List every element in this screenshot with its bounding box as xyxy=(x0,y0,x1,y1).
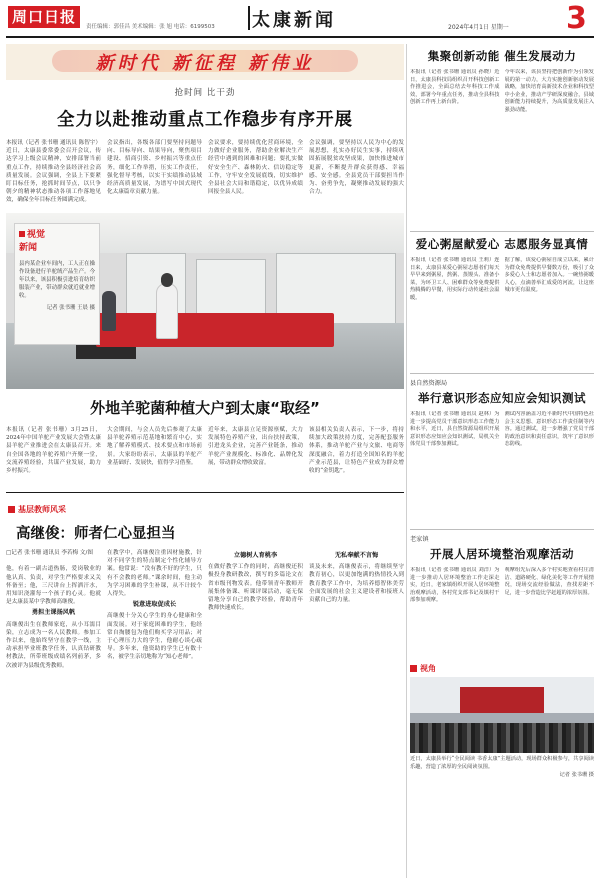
photo-section-tag xyxy=(410,663,594,674)
banner-text: 新时代 新征程 新伟业 xyxy=(95,53,315,74)
feature-paragraph: 谈及未来，高继俊表示，将继续坚守教育初心，以更加饱满的热情投入到教育教学工作中，为培养德智体美劳全面发展的社会主义建设者和接班人贡献自己的力量。 xyxy=(309,564,404,604)
theme-banner xyxy=(6,44,404,80)
feature-paragraph: 在做好教学工作的同时，高继俊还积极投身教研教改，撰写的多篇论文在省市级刊物发表。他带领青年教师开展集体备课、听课评课活动，毫无保留地分享自己的教学经验，帮助青年教师快速成长。 xyxy=(208,564,303,612)
lead-column: 本报讯（记者 张书珊 通讯员 陈智宇）近日，太康县委常委会召开会议，传达学习上级会议精神，安排部署当前重点工作，持续推动全县经济社会高质量发展。会议强调，全县上下要紧盯目标任务，抢抓时间节点，以只争朝夕的精神状态推动各项工作落地见效，确保全年目标任务圆满完成。 xyxy=(6,140,101,204)
story-kicker: 老家镇 xyxy=(410,536,429,543)
photo-caption-card xyxy=(14,223,100,345)
left-column xyxy=(6,42,404,880)
lead-column: 会议要求，要持续优化营商环境，全力做好企业服务，帮助企业解决生产经营中遇到的困难和问题；要扎实做好安全生产、森林防火、信访稳定等工作，守牢安全发展底线，切实维护全县社会大局和谐稳定，以优异成绩回报全县人民。 xyxy=(208,140,303,196)
section-bar xyxy=(248,6,250,30)
lead-kicker: 抢时间 比干劲 xyxy=(174,88,236,98)
feature-column xyxy=(6,549,101,773)
feature-body xyxy=(6,549,404,773)
feature-subhead: 锐意进取促成长 xyxy=(132,601,177,609)
column-divider xyxy=(406,44,407,878)
story-divider xyxy=(410,529,594,530)
feature-subhead: 勇担主课扬风帆 xyxy=(31,609,76,617)
right-column xyxy=(410,42,594,880)
lead-column: 会议指出，各级各部门要坚持问题导向、目标导向、结果导向，聚焦项目建设、招商引资、乡村振兴等重点任务，细化工作举措，压实工作责任，强化督导考核，以实干实绩推动县域经济高质量发展，为谱写中国式现代化太康篇章贡献力量。 xyxy=(107,140,202,196)
masthead-meta: 责任编辑：郭佳昌 美术编辑：张 旭 电话：6199503 xyxy=(86,24,215,30)
story-divider xyxy=(410,231,594,232)
photo-stage xyxy=(460,687,544,715)
story-headline[interactable]: 集聚创新动能 催生发展动力 xyxy=(427,49,577,63)
second-column: 近年来，太康县立足资源禀赋，大力发展特色养殖产业，出台扶持政策，引进龙头企业，完善产业链条，推动羊驼产业规模化、标准化、品牌化发展，带动群众增收致富。 xyxy=(208,427,303,466)
feature-paragraph: 高继俊出生在教师家庭，从小耳濡目染，立志成为一名人民教师。参加工作以来，他始终坚守在教学一线，主动承担毕业班教学任务，认真钻研教材教法，所带班级成绩名列前茅，多次被评为县级优秀教师。 xyxy=(6,621,101,669)
feature-column xyxy=(107,549,202,773)
photo-worker xyxy=(156,283,178,339)
photo-caption: 近日，太康县举行“全民阅读 书香太康”主题活动，现场群众积极参与，共享阅读乐趣，营造了浓厚的全民阅读氛围。 xyxy=(410,756,594,770)
factory-photo[interactable] xyxy=(6,213,404,389)
second-column: 该县相关负责人表示，下一步，将持续加大政策扶持力度，完善配套服务体系，推动羊驼产业与文旅、电商等深度融合，着力打造全国知名的羊驼产业示范县，让特色产业成为群众增收的“金钥匙”。 xyxy=(309,427,404,475)
feature-tag xyxy=(6,503,68,516)
story-body xyxy=(410,257,594,367)
feature-subhead: 无私奉献不言悔 xyxy=(334,552,379,559)
feature-article xyxy=(6,497,404,773)
second-headline[interactable]: 外地羊驼菌种植大户到太康“取经” xyxy=(90,399,320,417)
story-column: 本报讯（记者 张书珊 通讯员 刘洋）为进一步推动人居环境整治工作走深走实，近日，老家镇组织开展人居环境整治观摩活动，各村党支部书记及镇村干部参加观摩。 xyxy=(410,567,500,604)
story-column: 今年以来，该县坚持把创新作为引领发展的第一动力，大力实施创新驱动发展战略，加快培育高新技术企业和科技型中小企业，推动产学研深度融合，县域创新能力持续提升，为高质量发展注入强劲动能。 xyxy=(504,69,594,113)
photo-label xyxy=(19,230,95,241)
feature-subhead: 立德树人育桃李 xyxy=(233,552,278,559)
second-column: 本报讯（记者 张书珊）3月25日，2024年中国羊驼产业发展大会暨太康县羊驼产业推进会在太康县召开。来自全国各地的羊驼养殖户齐聚一堂，交流养殖经验，共谋产业发展，助力乡村振兴。 xyxy=(6,427,101,475)
event-photo[interactable] xyxy=(410,677,594,753)
lead-article-body xyxy=(6,139,404,205)
story-column: 本报讯（记者 张书珊 通讯员 赵林）为进一步提高党员干部意识形态工作能力和水平，近日，县自然资源局组织开展意识形态应知应会知识测试，局机关全体党员干部参加测试。 xyxy=(410,411,500,448)
photo-caption: 县内某企业车间内，工人正在操作设备进行羊驼绒产品生产。今年以来，该县积极引进培育纺织服装产业，带动群众就近就业增收。 xyxy=(19,261,95,299)
story-divider xyxy=(410,373,594,374)
lead-headline[interactable]: 全力以赴推动重点工作稳步有序开展 xyxy=(57,110,353,130)
story-column: 据了解，该爱心粥屋自成立以来，累计为群众免费提供早餐数万份，吸引了众多爱心人士和志愿者加入。一碗热粥暖人心，点滴善举汇成爱的河流，让这座城市更有温度。 xyxy=(504,257,594,294)
story-column: 测试内容涵盖习近平新时代中国特色社会主义思想、意识形态工作责任制等内容。通过测试，进一步增强了党员干部的政治意识和责任意识，筑牢了意识形态防线。 xyxy=(504,411,594,448)
masthead xyxy=(0,0,600,44)
photo-credit: 记者 张书珊 摄 xyxy=(559,772,594,779)
lead-column: 会议强调，要坚持以人民为中心的发展思想，扎实办好民生实事，持续巩固拓展脱贫攻坚成果，加快推进城市更新，不断提升群众获得感、幸福感、安全感。全县党员干部要担当作为、奋勇争先，凝聚推动发展的强大合力。 xyxy=(309,140,404,196)
page-number: 3 xyxy=(566,1,587,36)
feature-column xyxy=(208,549,303,773)
feature-tag-label: 基层教师风采 xyxy=(18,505,66,514)
story-column: 本报讯（记者 张书珊 通讯员 孙晓）近日，太康县科技局组织召开科技创新工作推进会，全面总结去年科技工作成效，部署今年重点任务，推动全县科技创新工作再上新台阶。 xyxy=(410,69,500,106)
story-headline[interactable]: 举行意识形态应知应会知识测试 xyxy=(418,391,586,405)
photo-red-machine xyxy=(96,313,334,347)
story-column: 观摩组先后深入多个村实地查看村庄清洁、道路硬化、绿化美化等工作开展情况，现场交流经验做法，查找差距不足，进一步营造比学赶超的浓厚氛围。 xyxy=(504,567,594,596)
issue-date: 2024年4月1日 星期一 xyxy=(448,24,509,31)
story-kicker: 县自然资源局 xyxy=(410,380,448,387)
feature-paragraph: 在教学中，高继俊注重因材施教，针对不同学生的特点制定个性化辅导方案。他常说：“没有教不好的学生，只有不会教的老师。”课余时间，他主动为学习困难的学生补课，从不计较个人得失。 xyxy=(107,550,202,598)
feature-column xyxy=(309,549,404,773)
photo-plaza xyxy=(410,713,594,723)
story-body xyxy=(410,411,594,523)
section-divider xyxy=(6,492,404,493)
tag-square-icon xyxy=(8,506,15,513)
newspaper-logo: 周口日报 xyxy=(8,6,80,28)
story-body xyxy=(410,567,594,659)
feature-paragraph: 高继俊十分关心学生的身心健康和全面发展。对于家庭困难的学生，他经常自掏腰包为他们购买学习用品；对于心理压力大的学生，他耐心谈心疏导。多年来，他资助的学生已有数十名，被学生亲切地称为“知心老师”。 xyxy=(107,613,202,661)
second-article-body xyxy=(6,426,404,484)
feature-paragraph: □记者 张书珊 通讯员 李若梅 文/图 他，有着一副古道热肠，爱岗敬业的他认真、负责，对学生严格要求又关怀备至；他，三尺讲台上挥洒汗水，用知识浇灌每一个孩子的心灵。他就是太康县某中学教师高继俊。 xyxy=(6,550,101,606)
photo-credit: 记者 张书珊 王晨 摄 xyxy=(46,305,95,311)
tag-square-icon xyxy=(410,665,417,672)
section-name: 太康新闻 xyxy=(252,10,336,31)
photo-section-label: 视角 xyxy=(420,664,436,673)
photo-worker xyxy=(102,291,116,331)
story-headline[interactable]: 爱心粥屋献爱心 志愿服务显真情 xyxy=(415,237,589,251)
photo-worker-head xyxy=(161,273,173,287)
story-headline[interactable]: 开展人居环境整治观摩活动 xyxy=(430,547,574,561)
photo-crowd xyxy=(410,723,594,753)
story-column: 本报讯（记者 张书珊 通讯员 王莉）连日来，太康县某爱心粥屋志愿者们每天早早来到粥屋，熬粥、蒸馒头、准备小菜，为环卫工人、困难群众等免费提供热腾腾的早餐，用实际行动传递社会温暖。 xyxy=(410,257,500,301)
second-column: 大会期间，与会人员先后参观了太康县羊驼养殖示范基地和繁育中心，实地了解养殖模式、技术要点和市场前景。大家纷纷表示，太康县的羊驼产业基础好、发展快，值得学习借鉴。 xyxy=(107,427,202,466)
story-body xyxy=(410,69,594,225)
masthead-rule xyxy=(6,36,594,38)
photo-label-line: 视觉 xyxy=(27,230,46,240)
feature-headline[interactable]: 高继俊：师者仁心显担当 xyxy=(16,526,176,542)
camera-icon xyxy=(19,231,25,237)
photo-label-line: 新闻 xyxy=(19,243,38,253)
